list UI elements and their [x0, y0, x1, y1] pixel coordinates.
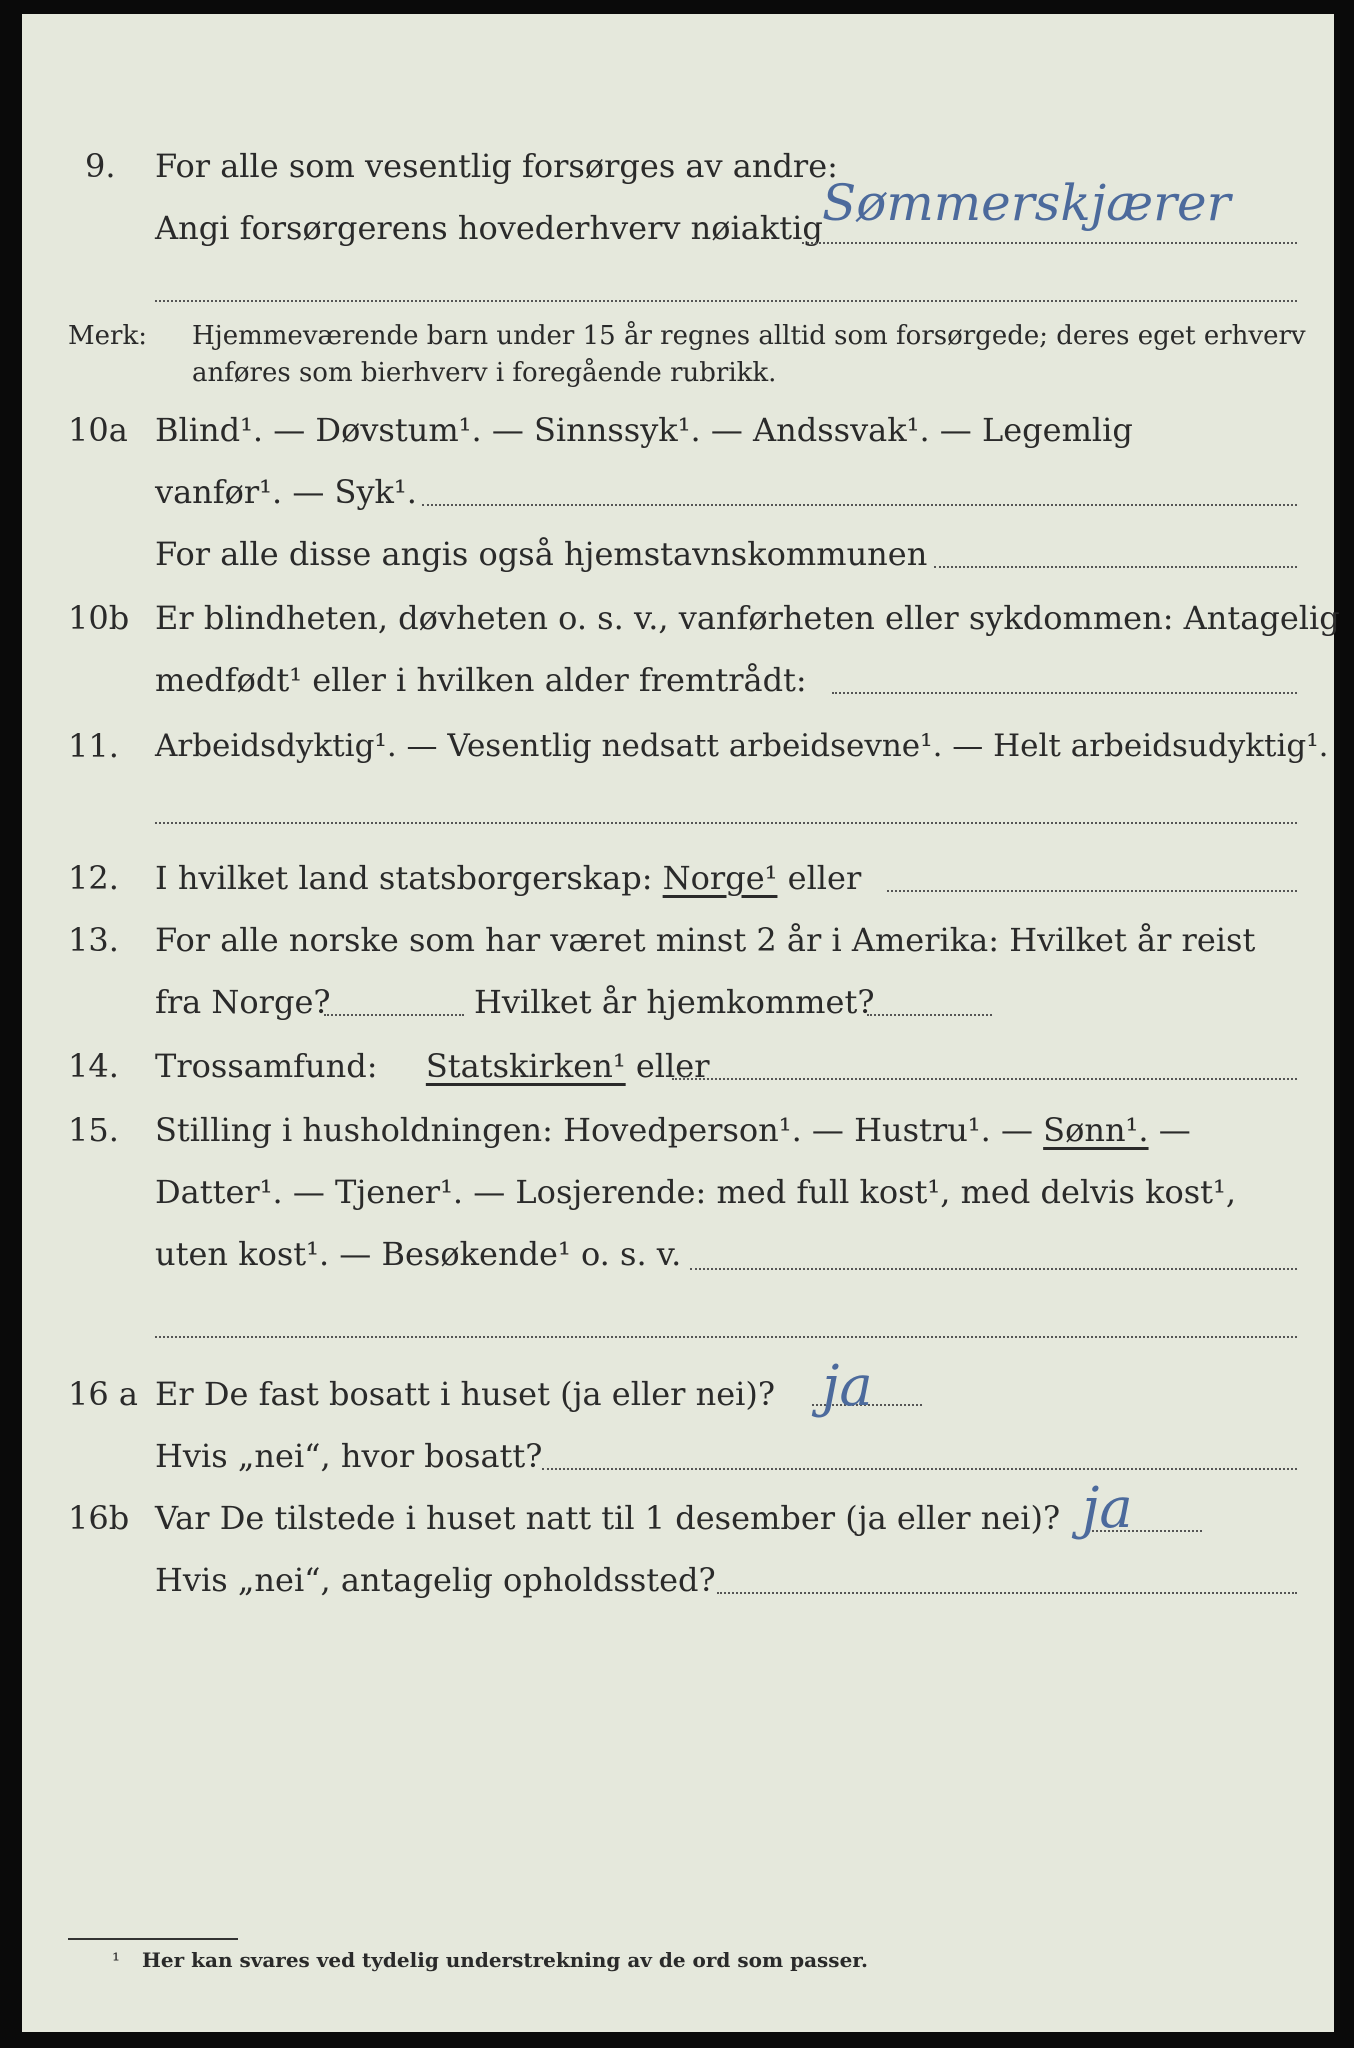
q10b-answer-line[interactable] — [832, 692, 1297, 694]
q12-underlined-option[interactable]: Norge¹ — [662, 859, 778, 897]
q10b-question-line2: medfødt¹ eller i hvilken alder fremtrådt: — [155, 661, 807, 699]
q14-prefix: Trossamfund: — [155, 1047, 378, 1085]
q14-underlined-option[interactable]: Statskirken¹ — [425, 1047, 626, 1085]
q13-departure-year-line[interactable] — [324, 1014, 464, 1016]
q14-number: 14. — [68, 1047, 119, 1085]
q9-handwritten-answer: Sømmerskjærer — [822, 174, 1231, 232]
q9-question-line2: Angi forsørgerens hovederhverv nøiaktig — [155, 209, 823, 247]
footnote-mark: ¹ — [112, 1948, 121, 1972]
q12-suffix: eller — [787, 859, 862, 897]
q16b-question-line2: Hvis „nei“, antagelig opholdssted? — [155, 1561, 716, 1599]
q11-question-line1: Arbeidsdyktig¹. — Vesentlig nedsatt arbeidsevne¹. — Helt arbeidsudyktig¹. — [155, 728, 1329, 764]
q13-question-line2a: fra Norge? — [155, 983, 331, 1021]
q10b-question-line1: Er blindheten, døvheten o. s. v., vanførheten eller sykdommen: Antagelig — [155, 599, 1340, 637]
q10b-number: 10b — [68, 599, 130, 637]
q9-answer-line2[interactable] — [155, 300, 1297, 302]
q16a-handwritten-answer: ja — [822, 1354, 873, 1419]
q9-number: 9. — [85, 147, 116, 185]
q10a-question-line1: Blind¹. — Døvstum¹. — Sinnssyk¹. — Andssvak¹. — Legemlig — [155, 411, 1133, 449]
q15-answer-line[interactable] — [690, 1268, 1297, 1270]
q10a-question-line2: vanfør¹. — Syk¹. — [155, 473, 417, 511]
q12-question — [155, 858, 861, 898]
q15-question-line2: Datter¹. — Tjener¹. — Losjerende: med full kost¹, med delvis kost¹, — [155, 1173, 1237, 1211]
q13-question-line2b: Hvilket år hjemkommet? — [474, 983, 875, 1021]
q15-line1-dash: — — [1158, 1111, 1191, 1149]
q9-answer-line[interactable] — [802, 242, 1297, 244]
merk-text-line2: anføres som bierhverv i foregående rubrikk. — [192, 358, 777, 388]
footnote-rule — [68, 1938, 238, 1940]
q10a-question-line3: For alle disse angis også hjemstavnskommunen — [155, 535, 928, 573]
q12-prefix: I hvilket land statsborgerskap: — [155, 859, 653, 897]
q16a-question-line2: Hvis „nei“, hvor bosatt? — [155, 1437, 543, 1475]
q10a-hometown-line[interactable] — [934, 566, 1297, 568]
q15-underlined-option[interactable]: Sønn¹. — [1043, 1111, 1149, 1149]
q13-number: 13. — [68, 921, 119, 959]
q16b-handwritten-answer: ja — [1082, 1476, 1133, 1541]
q14-suffix: eller — [635, 1047, 710, 1085]
q13-question-line1: For alle norske som har været minst 2 år i Amerika: Hvilket år reist — [155, 921, 1256, 959]
q14-question — [155, 1046, 709, 1086]
q15-question-line1 — [155, 1110, 1191, 1150]
q16a-number: 16 a — [68, 1375, 138, 1413]
census-form-page — [22, 14, 1340, 2032]
footnote-text: Her kan svares ved tydelig understrekning av de ord som passer. — [142, 1948, 868, 1972]
q12-number: 12. — [68, 859, 119, 897]
q16b-location-line[interactable] — [717, 1592, 1297, 1594]
q11-answer-line[interactable] — [155, 822, 1297, 824]
q10a-answer-line[interactable] — [422, 504, 1297, 506]
q16b-question-line1: Var De tilstede i huset natt til 1 desember (ja eller nei)? — [155, 1499, 1061, 1537]
q16b-number: 16b — [68, 1499, 130, 1537]
q15-line1-text: Stilling i husholdningen: Hovedperson¹. — Hustru¹. — — [155, 1111, 1033, 1149]
merk-label: Merk: — [68, 321, 147, 351]
merk-text-line1: Hjemmeværende barn under 15 år regnes alltid som forsørgede; deres eget erhverv — [192, 321, 1306, 351]
q16a-residence-line[interactable] — [542, 1468, 1297, 1470]
q11-number: 11. — [68, 727, 119, 765]
q16a-question-line1: Er De fast bosatt i huset (ja eller nei)? — [155, 1375, 776, 1413]
q15-question-line3: uten kost¹. — Besøkende¹ o. s. v. — [155, 1235, 682, 1273]
q14-answer-line[interactable] — [672, 1078, 1297, 1080]
q15-number: 15. — [68, 1111, 119, 1149]
q12-answer-line[interactable] — [887, 890, 1297, 892]
q15-answer-line2[interactable] — [155, 1336, 1297, 1338]
q9-question-line1: For alle som vesentlig forsørges av andre: — [155, 147, 838, 185]
q13-return-year-line[interactable] — [867, 1014, 992, 1016]
q10a-number: 10a — [68, 411, 128, 449]
